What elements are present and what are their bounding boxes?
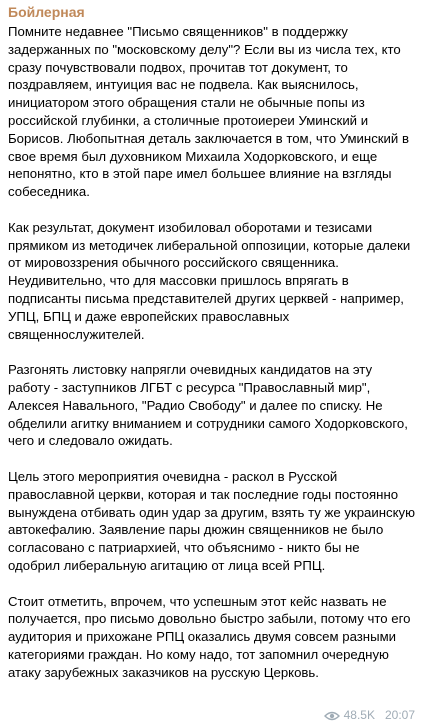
post-paragraph-2: Как результат, документ изобиловал оборотами и тезисами прямиком из методичек либеральной оппозиции, которые далеки от мировоззрения обычного российского священника. Неудивительно, что для массовки пришлось впрягать в подписанты письма представителей других церквей - например, УПЦ, БПЦ и даже европейских православных священнослужителей.: [8, 219, 411, 342]
post-meta: [324, 708, 415, 722]
view-count: 48.5K: [343, 708, 375, 722]
post-text: [8, 23, 415, 681]
post-time: 20:07: [384, 708, 415, 722]
post-paragraph-3: Разгонять листовку напрягли очевидных кандидатов на эту работу - заступников ЛГБТ с ресурса "Православный мир", Алексея Навального, "Радио Свободу" и далее по списку. Не обделили агитку вниманием и сотрудники самого Ходорковского, чего и следовало ожидать.: [8, 362, 408, 449]
eye-icon: [324, 710, 340, 720]
post-paragraph-5: Стоит отметить, впрочем, что успешным этот кейс назвать не получается, про письмо довольно быстро забыли, потому что его аудитория и прихожане РПЦ оказались двумя совсем разными категориями граждан. Но кому надо, тот запомнил очередную атаку зарубежных заказчиков на русскую Церковь.: [8, 593, 411, 680]
post-paragraph-1: Помните недавнее "Письмо священников" в поддержку задержанных по "московскому делу"? Если вы из числа тех, кто сразу почувствовали подвох, прочитав тот документ, то поздравляем, интуиция вас не подвела. Как выяснилось, инициатором этого обращения стали не обычные попы из российской глубинки, а столичные протоиереи Уминский и Борисов. Любопытная деталь заключается в том, что Уминский в свое время был духовником Михаила Ходорковского, и еще непонятно, кто в этой паре имел большее влияние на взгляды собеседника.: [8, 24, 409, 200]
post-paragraph-4: Цель этого мероприятия очевидна - раскол в Русской православной церкви, которая и так последние годы постоянно вынуждена отбивать один удар за другим, взять ту же украинскую автокефалию. Заявление пары дюжин священников не было согласовано с патриархией, что объяснимо - никто бы не одобрил либеральную агитацию от лица всей РПЦ.: [8, 468, 416, 573]
channel-name[interactable]: Бойлерная: [8, 4, 85, 20]
